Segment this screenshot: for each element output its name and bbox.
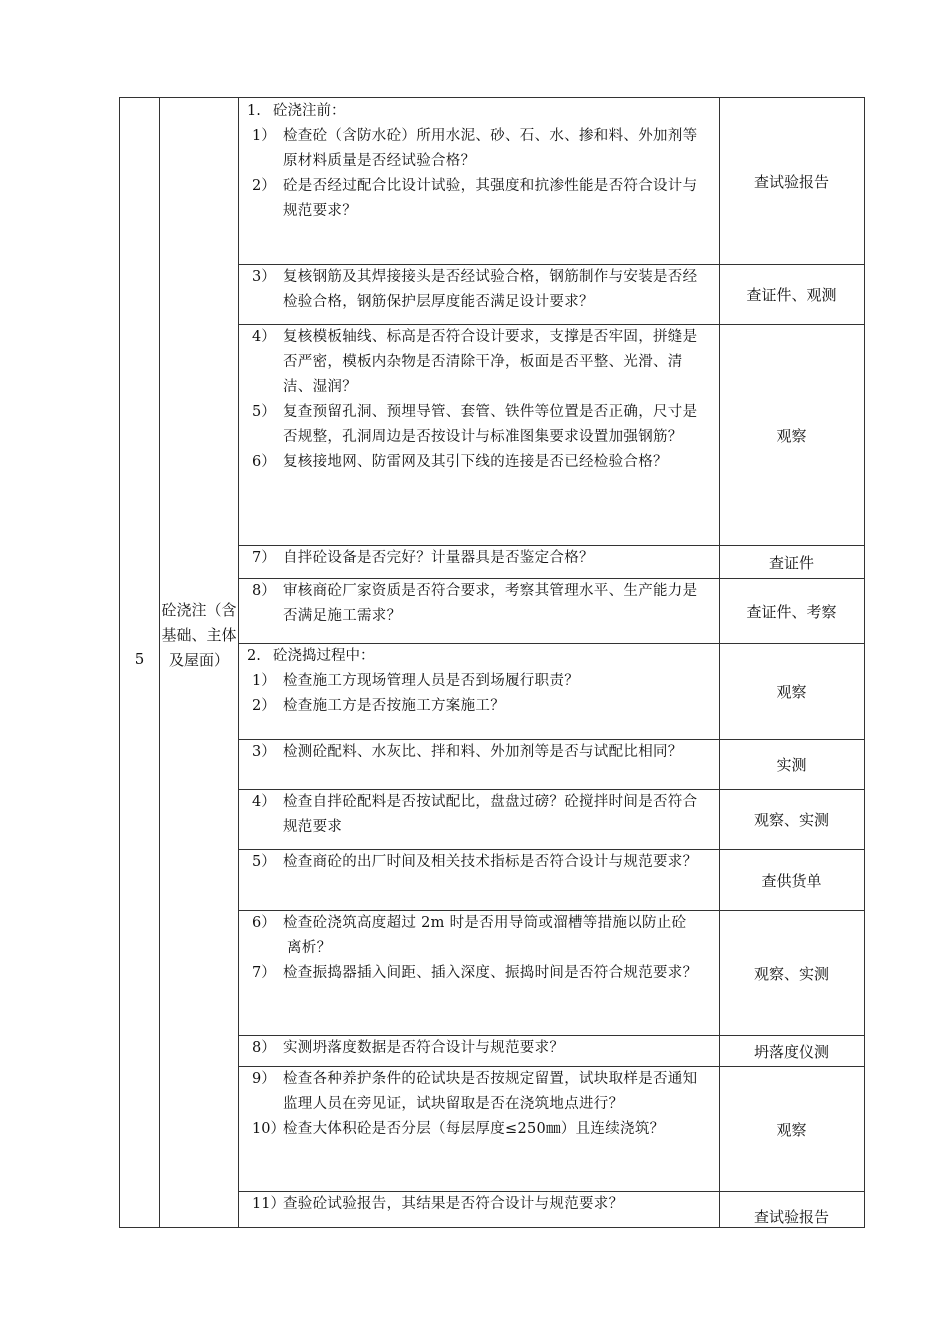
check-content xyxy=(238,850,718,910)
item-text: 检查振捣器插入间距、插入深度、振捣时间是否符合规范要求？ xyxy=(283,965,698,981)
table-row xyxy=(238,579,864,643)
check-method: 查证件、考察 xyxy=(746,602,837,621)
table-row xyxy=(238,546,864,578)
item-marker: 5） xyxy=(252,404,276,420)
check-item xyxy=(238,579,718,629)
item-text: 检查施工方是否按施工方案施工？ xyxy=(283,698,505,714)
inspection-table xyxy=(119,97,865,1228)
table-row xyxy=(238,644,864,739)
check-item xyxy=(238,669,718,694)
item-text: 查验砼试验报告，其结果是否符合设计与规范要求？ xyxy=(283,1196,624,1212)
check-item xyxy=(238,1192,718,1217)
table-row xyxy=(238,1192,864,1227)
check-item xyxy=(238,850,718,875)
item-text: 实测坍落度数据是否符合设计与规范要求？ xyxy=(283,1040,565,1056)
item-marker: 6） xyxy=(252,454,276,470)
table-row xyxy=(238,1067,864,1191)
item-text: 检查商砼的出厂时间及相关技术指标是否符合设计与规范要求？ xyxy=(283,854,698,870)
check-content xyxy=(238,1036,718,1066)
check-item xyxy=(238,911,718,936)
check-method: 观察 xyxy=(776,683,807,701)
check-content xyxy=(238,1192,718,1227)
check-item xyxy=(238,740,718,765)
item-text: 复核接地网、防雷网及其引下线的连接是否已经检验合格？ xyxy=(283,454,668,470)
table-row xyxy=(238,1036,864,1066)
check-method: 查试验报告 xyxy=(753,172,829,191)
item-text: 复查预留孔洞、预埋导管、套管、铁件等位置是否正确，尺寸是否规整，孔洞周边是否按设计与标准图集要求设置加强钢筋？ xyxy=(283,404,698,445)
item-marker: 3） xyxy=(252,744,276,760)
check-content xyxy=(238,644,718,739)
check-method: 查证件 xyxy=(768,553,814,572)
item-marker: 8） xyxy=(252,583,276,599)
check-content xyxy=(238,98,718,264)
check-method: 查试验报告 xyxy=(753,1208,829,1226)
check-method: 实测 xyxy=(776,756,807,774)
check-content xyxy=(238,740,718,789)
check-content xyxy=(238,579,718,643)
section-heading xyxy=(238,99,718,124)
item-marker: 7） xyxy=(252,550,276,566)
item-text: 检查施工方现场管理人员是否到场履行职责？ xyxy=(283,673,579,689)
item-marker: 2） xyxy=(252,698,276,714)
item-text: 复核模板轴线、标高是否符合设计要求，支撑是否牢固，拼缝是否严密，模板内杂物是否清除干净，板面是否平整、光滑、清洁、湿润？ xyxy=(283,329,698,395)
item-marker: 1） xyxy=(252,128,276,144)
check-method: 观察 xyxy=(776,1120,807,1139)
item-marker: 1） xyxy=(252,673,276,689)
check-item xyxy=(238,174,718,224)
item-text: 审核商砼厂家资质是否符合要求，考察其管理水平、生产能力是否满足施工需求？ xyxy=(283,583,698,624)
check-item xyxy=(238,1067,718,1117)
item-marker: 5） xyxy=(252,854,276,870)
item-text: 检测砼配料、水灰比、拌和料、外加剂等是否与试配比相同？ xyxy=(283,744,683,760)
check-content xyxy=(238,1067,718,1191)
item-marker: 10） xyxy=(252,1121,285,1137)
section-heading xyxy=(238,644,718,669)
item-number: 5 xyxy=(134,650,145,668)
check-item xyxy=(238,1036,718,1061)
item-marker: 4） xyxy=(252,794,276,810)
item-marker: 9） xyxy=(252,1071,276,1087)
check-item xyxy=(238,265,718,315)
check-item xyxy=(238,1117,718,1142)
check-item xyxy=(238,325,718,400)
table-row xyxy=(238,911,864,1035)
item-category: 砼浇注（含基础、主体及屋面） xyxy=(161,601,237,669)
item-text: 自拌砼设备是否完好？计量器具是否鉴定合格？ xyxy=(283,550,594,566)
section-title: 砼浇注前： xyxy=(273,103,346,119)
item-marker: 7） xyxy=(252,965,276,981)
check-method: 坍落度仪测 xyxy=(753,1042,829,1061)
check-item xyxy=(238,790,718,840)
section-title: 砼浇捣过程中： xyxy=(273,648,375,664)
check-method: 查证件、观测 xyxy=(746,286,837,304)
check-method: 查供货单 xyxy=(761,871,822,890)
check-item xyxy=(238,450,718,475)
check-item xyxy=(238,694,718,719)
item-text: 检查自拌砼配料是否按试配比，盘盘过磅？砼搅拌时间是否符合规范要求 xyxy=(283,794,698,835)
table-row xyxy=(238,98,864,264)
item-text: 检查大体积砼是否分层（每层厚度≤250㎜）且连续浇筑？ xyxy=(283,1121,665,1137)
item-marker: 11） xyxy=(252,1196,285,1212)
table-row xyxy=(238,740,864,789)
check-item xyxy=(238,546,718,571)
table-row xyxy=(238,850,864,910)
section-number: 1. xyxy=(247,103,261,119)
check-item xyxy=(238,400,718,450)
check-method: 观察、实测 xyxy=(753,811,829,829)
check-content xyxy=(238,546,718,578)
table-row xyxy=(238,790,864,849)
item-text: 检查砼浇筑高度超过 2m 时是否用导筒或溜槽等措施以防止砼 xyxy=(283,915,687,931)
check-content xyxy=(238,911,718,1035)
check-method: 观察、实测 xyxy=(753,964,829,983)
item-marker: 6） xyxy=(252,915,276,931)
check-content xyxy=(238,265,718,324)
item-text: 离析？ xyxy=(287,940,332,956)
check-method: 观察 xyxy=(776,426,807,445)
item-marker: 8） xyxy=(252,1040,276,1056)
table-row xyxy=(238,325,864,545)
section-number: 2. xyxy=(247,648,261,664)
check-item xyxy=(238,936,718,961)
item-text: 检查各种养护条件的砼试块是否按规定留置，试块取样是否通知监理人员在旁见证，试块留取是否在浇筑地点进行？ xyxy=(283,1071,698,1112)
item-marker: 2） xyxy=(252,178,276,194)
table-row xyxy=(238,265,864,324)
check-content xyxy=(238,790,718,849)
check-item xyxy=(238,961,718,986)
item-marker: 4） xyxy=(252,329,276,345)
check-content xyxy=(238,325,718,545)
item-marker: 3） xyxy=(252,269,276,285)
check-item xyxy=(238,124,718,174)
item-text: 砼是否经过配合比设计试验，其强度和抗渗性能是否符合设计与规范要求？ xyxy=(283,178,698,219)
item-text: 复核钢筋及其焊接接头是否经试验合格，钢筋制作与安装是否经检验合格，钢筋保护层厚度能否满足设计要求？ xyxy=(283,269,698,310)
item-text: 检查砼（含防水砼）所用水泥、砂、石、水、掺和料、外加剂等原材料质量是否经试验合格？ xyxy=(283,128,698,169)
